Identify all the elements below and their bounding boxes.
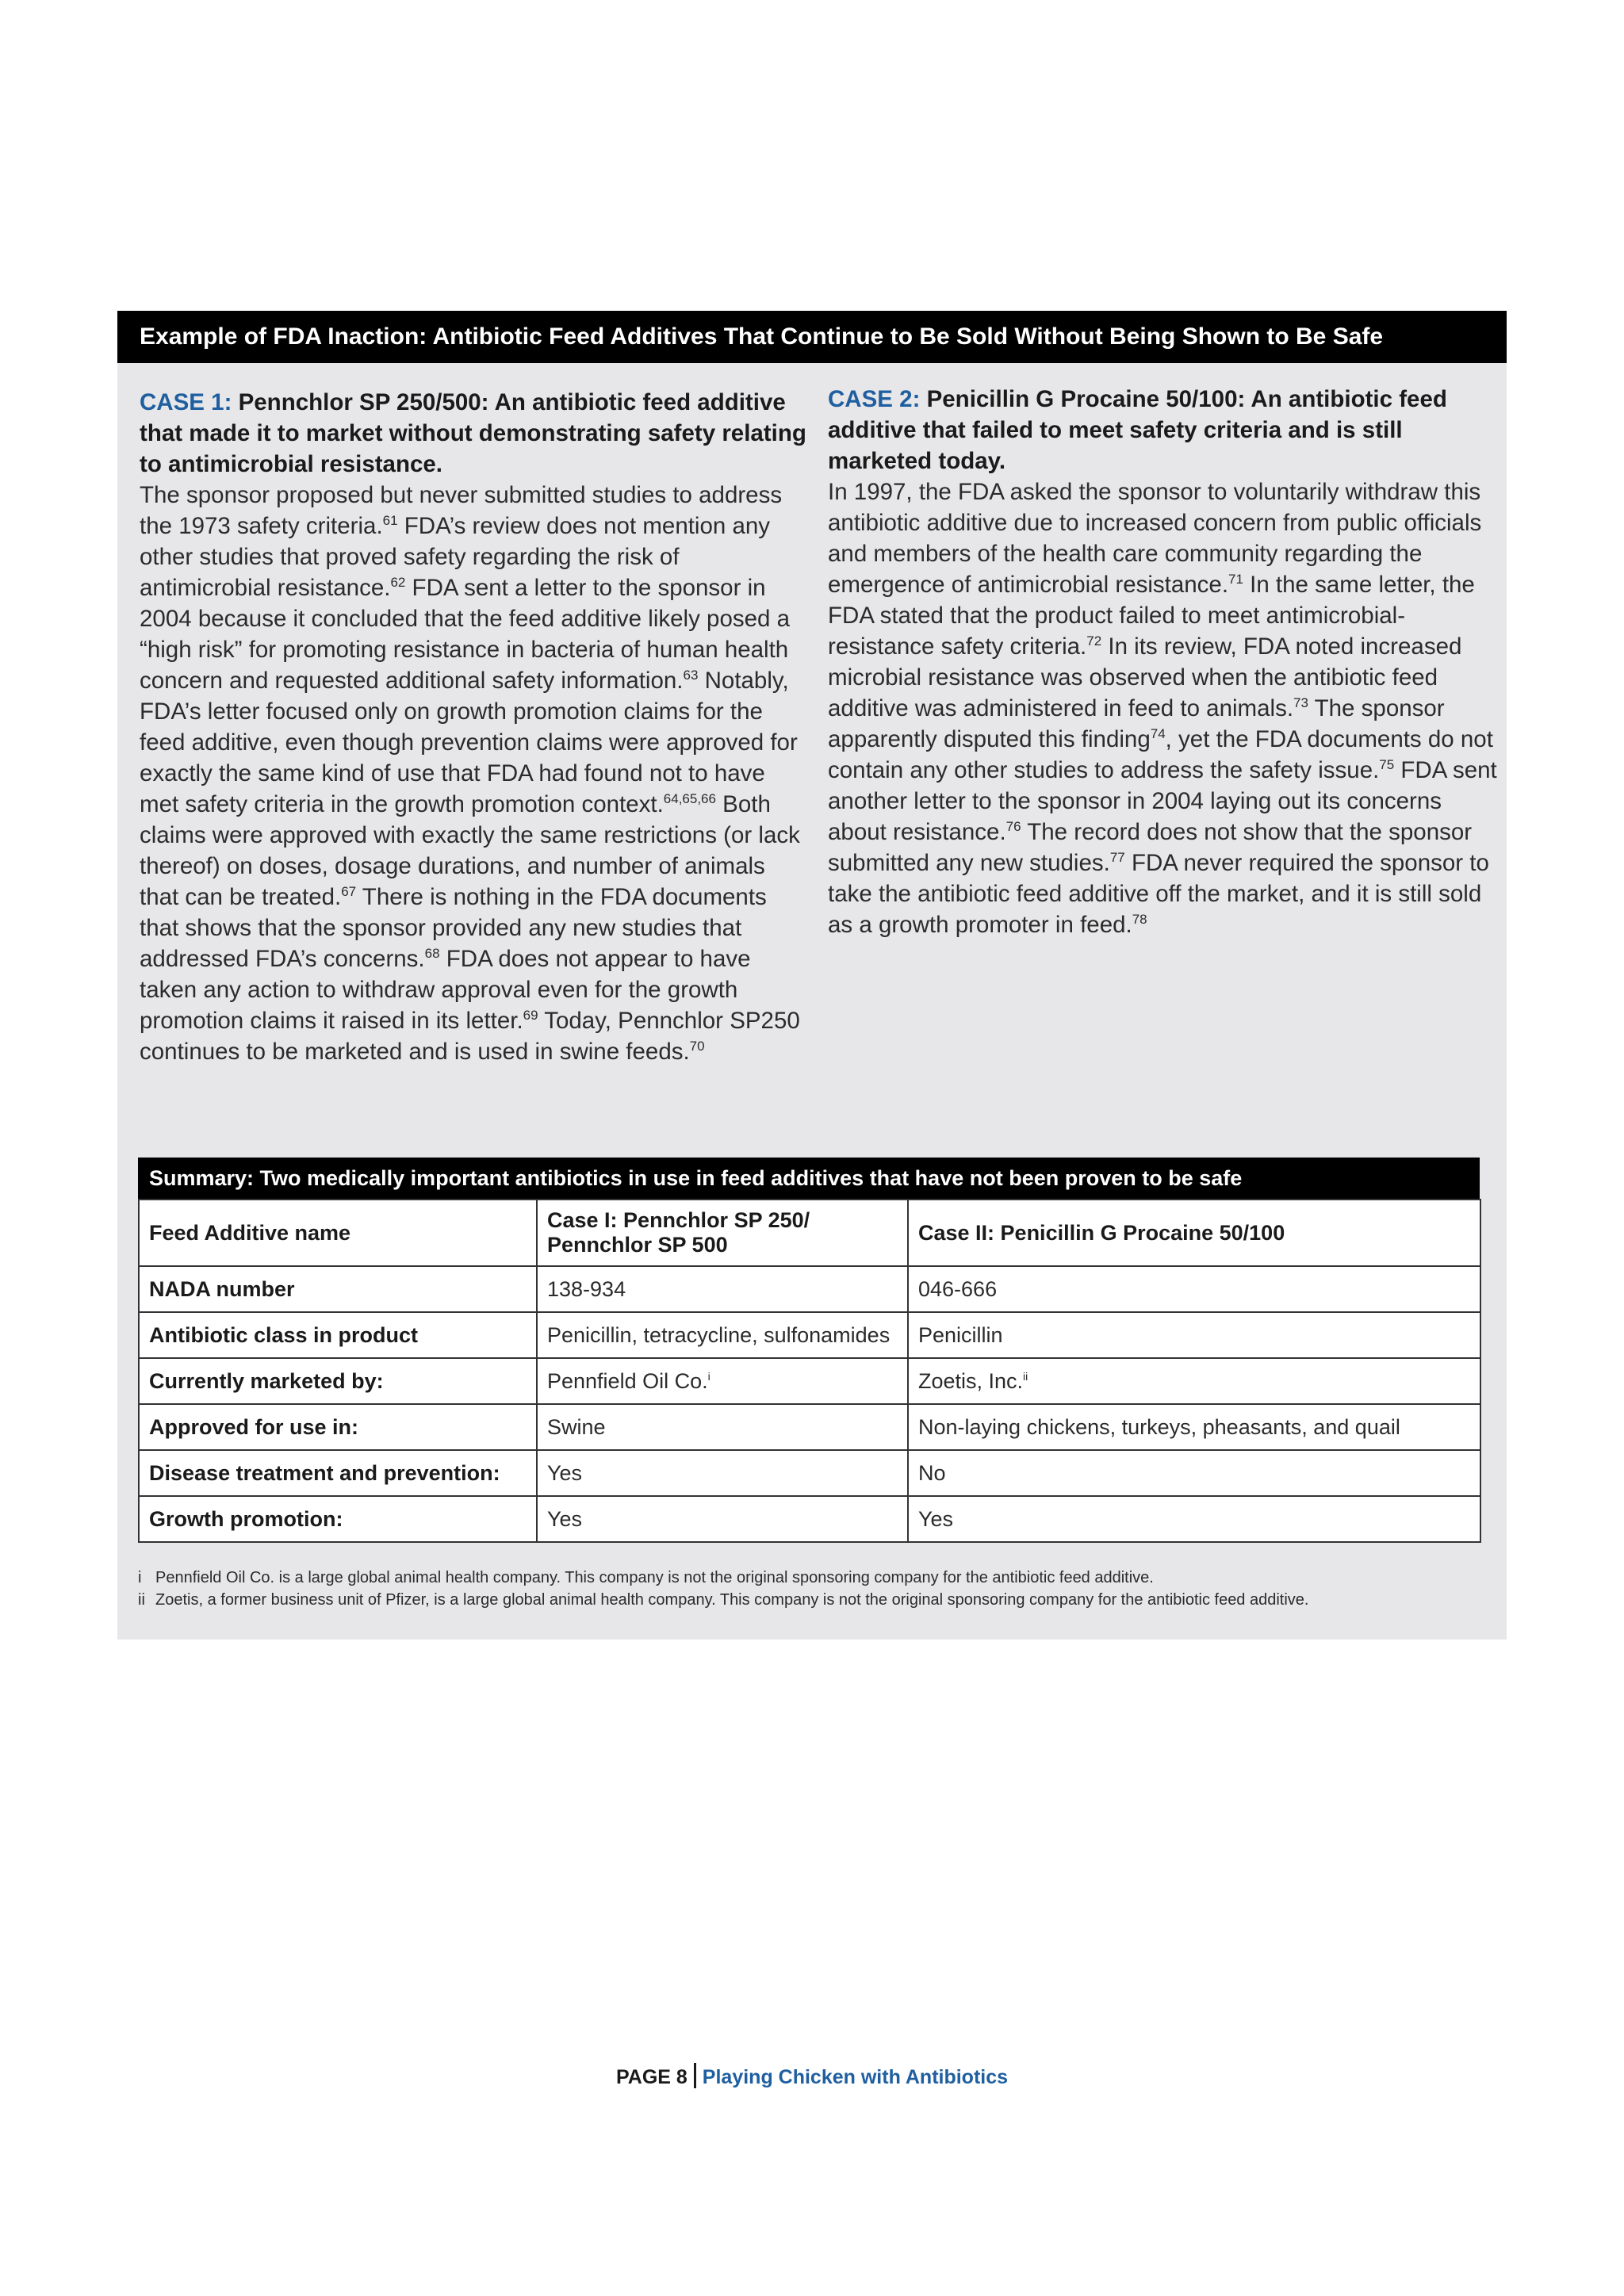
cell-text: Yes [547,1460,583,1485]
row-label [139,1358,537,1404]
table-cell [537,1312,908,1358]
table-row [139,1450,1480,1496]
table-row [139,1266,1480,1312]
body-text: There is nothing in the FDA documents that shows that the sponsor provided any new studies that addressed FDA’s concerns. [140,884,767,972]
footnote-ref: 78 [1132,912,1147,928]
footnote-ref: 69 [523,1008,538,1024]
cell-text: Yes [547,1506,583,1531]
case-2-heading [828,384,1499,476]
table-row [139,1404,1480,1450]
body-text: FDA never required the sponsor to take the antibiotic feed additive off the market, and it is still sold as a growth promoter in feed. [828,850,1489,938]
table-cell [537,1496,908,1542]
body-text: The record does not show that the sponsor submitted any new studies. [828,819,1473,876]
case-1-label: CASE 1: [140,389,232,415]
summary-table-block [138,1158,1480,1543]
row-label [139,1266,537,1312]
case-2-label: CASE 2: [828,386,921,412]
footnote [138,1589,1486,1611]
cell-text: Swine [547,1414,606,1439]
body-text: FDA sent a letter to the sponsor in 2004 because it concluded that the feed additive likely posed a “high risk” for promoting resistance in bacteria of human health concern and requested additional safety information. [140,575,791,694]
footnote-ref: 67 [341,884,357,900]
table-row [139,1312,1480,1358]
table-cell [908,1496,1480,1542]
footnote-ref: 70 [689,1039,705,1054]
row-label [139,1312,537,1358]
footnote-ref: 63 [683,668,699,683]
footnote-ref: 72 [1086,633,1102,649]
footnote-ref: 74 [1150,726,1166,742]
header-cell: Feed Additive name [139,1200,537,1266]
box-title: Example of FDA Inaction: Antibiotic Feed Additives That Continue to Be Sold Without Being Shown to Be Safe [117,311,1507,363]
body-text: FDA sent another letter to the sponsor in 2004 laying out its concerns about resistance. [828,757,1497,845]
cell-text: Pennfield Oil Co. [547,1368,708,1393]
table-cell [537,1358,908,1404]
cell-text: Growth promotion: [149,1506,343,1531]
body-text: In the same letter, the FDA stated that the product failed to meet antimicrobial-resistance safety criteria. [828,572,1475,660]
table-row [139,1496,1480,1542]
row-label [139,1404,537,1450]
footnote-number: i [138,1569,142,1586]
page-footer [0,2063,1624,2089]
cell-text: Disease treatment and prevention: [149,1460,500,1485]
table-row [139,1358,1480,1404]
table-cell [908,1450,1480,1496]
footnote-number: ii [138,1591,145,1609]
case-1-body [140,480,810,1067]
cell-text: Penicillin [918,1322,1003,1347]
case-1-heading [140,387,810,480]
cell-text: 138-934 [547,1276,626,1301]
cell-text: Antibiotic class in product [149,1322,419,1347]
table-cell [908,1358,1480,1404]
cell-text: Approved for use in: [149,1414,359,1439]
cell-text: Zoetis, Inc. [918,1368,1024,1393]
body-text: The sponsor apparently disputed this finding [828,695,1445,752]
row-label [139,1496,537,1542]
footnote-ref: 75 [1379,757,1395,773]
summary-title: Summary: Two medically important antibiotics in use in feed additives that have not been proven to be safe [138,1158,1480,1199]
footnote-text: Pennfield Oil Co. is a large global animal health company. This company is not the original sponsoring company for the antibiotic feed additive. [155,1569,1154,1586]
footnote-ref: 68 [424,946,440,962]
table-cell [908,1404,1480,1450]
page-number: PAGE 8 [615,2066,688,2088]
footnote-ref: ii [1023,1369,1028,1383]
header-cell: Case I: Pennchlor SP 250/ Pennchlor SP 500 [537,1200,908,1266]
body-text: Notably, FDA’s letter focused only on growth promotion claims for the feed additive, even though prevention claims were approved for exactly the same kind of use that FDA had found not to have met safety criteria in the growth promotion context. [140,668,798,817]
footnote-ref: 73 [1293,695,1308,711]
callout-box [117,311,1507,1640]
case-1-column [140,387,810,1067]
body-text: FDA does not appear to have taken any action to withdraw approval even for the growth promotion claims it raised in its letter. [140,946,751,1034]
body-text: Today, Pennchlor SP250 continues to be marketed and is used in swine feeds. [140,1008,800,1065]
footnote-text: Zoetis, a former business unit of Pfizer, is a large global animal health company. This company is not the original sponsoring company for the antibiotic feed additive. [155,1591,1309,1609]
summary-table [138,1199,1481,1543]
header-cell: Case II: Penicillin G Procaine 50/100 [908,1200,1480,1266]
footnote [138,1567,1486,1589]
footnote-ref: 61 [382,513,398,529]
body-text: In its review, FDA noted increased microbial resistance was observed when the antibiotic feed additive was administered in feed to animals. [828,633,1462,721]
body-text: In 1997, the FDA asked the sponsor to voluntarily withdraw this antibiotic additive due to increased concern from public officials and members of the health care community regarding the emergence of antimicrobial resistance. [828,479,1482,598]
row-label [139,1450,537,1496]
case-2-body [828,476,1499,940]
footnote-ref: 76 [1005,819,1021,835]
footnote-ref: 71 [1228,572,1243,587]
table-cell [908,1266,1480,1312]
cell-text: NADA number [149,1276,295,1301]
cell-text: Yes [918,1506,954,1531]
footnote-ref: 77 [1109,850,1125,866]
body-text: FDA’s review does not mention any other studies that proved safety regarding the risk of antimicrobial resistance. [140,513,771,601]
report-title: Playing Chicken with Antibiotics [702,2066,1009,2088]
cell-text: No [918,1460,946,1485]
body-text: The sponsor proposed but never submitted studies to address the 1973 safety criteria. [140,482,783,539]
footnote-ref: 64,65,66 [663,791,716,807]
footer-divider [694,2063,696,2088]
table-cell [537,1266,908,1312]
case-1-title: Pennchlor SP 250/500: An antibiotic feed additive that made it to market without demonstrating safety relating to antimicrobial resistance. [140,389,806,477]
case-2-title: Penicillin G Procaine 50/100: An antibiotic feed additive that failed to meet safety criteria and is still marketed today. [828,386,1447,474]
table-header-row [139,1200,1480,1266]
cell-text: Non-laying chickens, turkeys, pheasants, and quail [918,1414,1400,1439]
table-cell [537,1450,908,1496]
body-text: , yet the FDA documents do not contain any other studies to address the safety issue. [828,726,1493,783]
footnotes [138,1567,1486,1611]
footnote-ref: i [707,1369,710,1383]
body-text: Both claims were approved with exactly the same restrictions (or lack thereof) on doses, dosage durations, and number of animals that can be treated. [140,791,800,910]
case-2-column [828,384,1499,940]
cell-text: Penicillin, tetracycline, sulfonamides [547,1322,891,1347]
table-cell [537,1404,908,1450]
footnote-ref: 62 [390,575,406,591]
cell-text: 046-666 [918,1276,998,1301]
table-cell [908,1312,1480,1358]
cell-text: Currently marketed by: [149,1368,384,1393]
